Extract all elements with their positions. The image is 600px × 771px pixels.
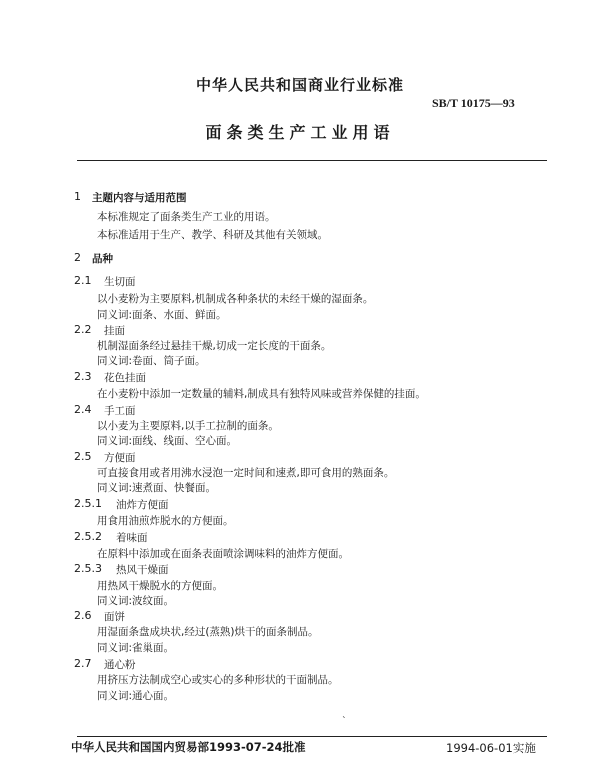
term-title: 油炸方便面 (116, 499, 169, 511)
section-number: 2.5.3 (74, 562, 102, 575)
term-synonym: 同义词:雀巢面。 (97, 642, 175, 654)
term-definition: 用热风干燥脱水的方便面。 (97, 580, 223, 592)
document-title: 面条类生产工业用语 (205, 123, 395, 142)
section-title: 品种 (92, 253, 113, 265)
term-definition: 用湿面条盘成块状,经过(蒸熟)烘干的面条制品。 (97, 626, 319, 638)
section-text: 本标准适用于生产、教学、科研及其他有关领域。 (97, 229, 328, 241)
term-definition: 可直接食用或者用沸水浸泡一定时间和速煮,即可食用的熟面条。 (97, 467, 395, 479)
section-number: 1 (74, 190, 81, 203)
section-text: 本标准规定了面条类生产工业的用语。 (97, 211, 276, 223)
term-definition: 在小麦粉中添加一定数量的辅料,制成具有独特风味或营养保健的挂面。 (97, 388, 426, 400)
term-title: 花色挂面 (104, 372, 146, 384)
section-number: 2.3 (74, 370, 92, 383)
header-divider (77, 160, 547, 161)
term-title: 面饼 (104, 611, 125, 623)
term-synonym: 同义词:面条、水面、鲜面。 (97, 309, 227, 321)
scan-speck: ˎ (342, 709, 347, 719)
standard-code: SB/T 10175—93 (432, 96, 515, 110)
implementation-date: 1994-06-01实施 (446, 741, 536, 755)
section-title: 主题内容与适用范围 (92, 192, 187, 204)
term-title: 热风干燥面 (116, 564, 169, 576)
footer-divider (77, 736, 547, 737)
term-definition: 在原料中添加或在面条表面喷涂调味料的油炸方便面。 (97, 548, 349, 560)
section-number: 2.6 (74, 609, 92, 622)
section-number: 2.4 (74, 403, 92, 416)
term-definition: 以小麦粉为主要原料,机制成各种条状的未经干燥的湿面条。 (97, 293, 374, 305)
standard-category: 中华人民共和国商业行业标准 (195, 76, 404, 94)
term-title: 生切面 (104, 276, 136, 288)
section-number: 2 (74, 251, 81, 264)
term-definition: 用挤压方法制成空心或实心的多种形状的干面制品。 (97, 674, 339, 686)
section-number: 2.5 (74, 450, 92, 463)
term-definition: 以小麦为主要原料,以手工拉制的面条。 (97, 420, 279, 432)
term-synonym: 同义词:波纹面。 (97, 595, 175, 607)
section-number: 2.7 (74, 657, 92, 670)
term-definition: 机制湿面条经过悬挂干燥,切成一定长度的干面条。 (97, 340, 332, 352)
section-number: 2.1 (74, 274, 92, 287)
section-number: 2.2 (74, 323, 92, 336)
term-synonym: 同义词:通心面。 (97, 690, 175, 702)
section-number: 2.5.1 (74, 497, 102, 510)
term-title: 通心粉 (104, 659, 136, 671)
term-synonym: 同义词:速煮面、快餐面。 (97, 482, 217, 494)
term-synonym: 同义词:面线、线面、空心面。 (97, 435, 238, 447)
section-number: 2.5.2 (74, 530, 102, 543)
term-title: 挂面 (104, 325, 125, 337)
term-title: 着味面 (116, 532, 148, 544)
approval-info: 中华人民共和国国内贸易部1993-07-24批准 (71, 740, 306, 754)
term-title: 方便面 (104, 452, 136, 464)
term-synonym: 同义词:卷面、筒子面。 (97, 355, 206, 367)
term-title: 手工面 (104, 405, 136, 417)
term-definition: 用食用油煎炸脱水的方便面。 (97, 515, 234, 527)
